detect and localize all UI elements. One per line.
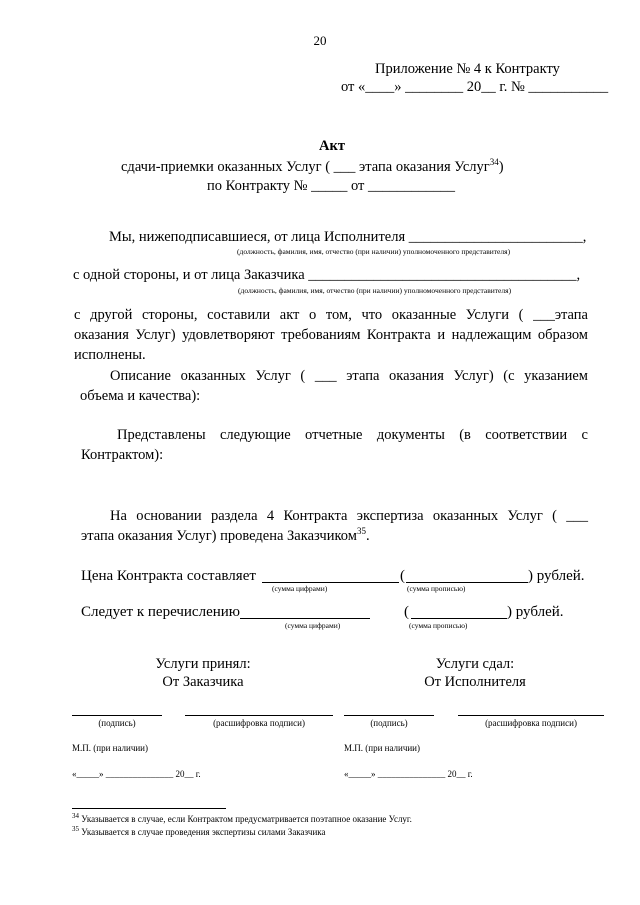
footnote-34-text: Указывается в случае, если Контрактом предусматривается поэтапное оказание Услуг. — [81, 814, 412, 824]
act-statement-line1: с другой стороны, составили акт о том, что оказанные Услуги ( ___этапа — [74, 307, 588, 323]
customer-sign-title: Услуги принял: — [155, 656, 251, 672]
subtitle-text: сдачи-приемки оказанных Услуг ( ___ этапа оказания Услуг — [121, 159, 490, 175]
act-statement-line3: исполнены. — [74, 347, 146, 363]
footnote-35-text: Указывается в случае проведения экспертизы силами Заказчика — [81, 827, 326, 837]
executor-signature-caption: (подпись) — [370, 718, 408, 728]
transfer-label: Следует к перечислению — [81, 604, 240, 620]
expertise-period: . — [365, 528, 370, 544]
expertise-line1: На основании раздела 4 Контракта экспертиза оказанных Услуг ( ___ — [110, 508, 588, 524]
contract-reference: по Контракту № _____ от ____________ — [207, 178, 456, 194]
customer-decode-caption: (расшифровка подписи) — [213, 718, 305, 728]
transfer-words-caption: (сумма прописью) — [409, 621, 468, 630]
footnote-ref-34: 34 — [489, 157, 499, 168]
executor-sign-date: «_____» _______________ 20__ г. — [344, 769, 473, 779]
customer-signature-line — [72, 715, 162, 716]
price-label: Цена Контракта составляет — [81, 568, 256, 584]
price-currency: ) рублей. — [528, 568, 585, 584]
price-words-caption: (сумма прописью) — [407, 584, 466, 593]
transfer-digits-caption: (сумма цифрами) — [285, 621, 341, 630]
footnote-separator — [72, 808, 226, 809]
customer-seal: М.П. (при наличии) — [72, 743, 148, 753]
customer-caption: (должность, фамилия, имя, отчество (при наличии) уполномоченного представителя) — [238, 286, 512, 295]
price-open-paren: ( — [400, 568, 405, 584]
documents-line1: Представлены следующие отчетные документы (в соответствии с — [117, 427, 588, 443]
customer-sign-date: «_____» _______________ 20__ г. — [72, 769, 201, 779]
executor-seal: М.П. (при наличии) — [344, 743, 420, 753]
transfer-currency: ) рублей. — [507, 604, 564, 620]
footnote-35 — [72, 827, 326, 838]
footnote-ref-35: 35 — [356, 526, 366, 537]
executor-caption: (должность, фамилия, имя, отчество (при наличии) уполномоченного представителя) — [237, 247, 511, 256]
footnote-34-number: 34 — [72, 812, 79, 820]
document-subtitle — [121, 158, 504, 176]
appendix-label: Приложение № 4 к Контракту — [375, 61, 560, 77]
transfer-open-paren: ( — [404, 604, 409, 620]
executor-line: Мы, нижеподписавшиеся, от лица Исполнителя ________________________, — [109, 229, 587, 245]
customer-line: с одной стороны, и от лица Заказчика _____________________________________, — [73, 267, 581, 283]
executor-signature-line — [344, 715, 434, 716]
customer-sign-subtitle: От Заказчика — [162, 674, 244, 690]
footnote-35-number: 35 — [72, 825, 79, 833]
transfer-digits-field — [240, 618, 370, 619]
executor-decode-caption: (расшифровка подписи) — [485, 718, 577, 728]
footnote-34 — [72, 814, 412, 825]
expertise-text: этапа оказания Услуг) проведена Заказчиком — [81, 528, 357, 544]
appendix-date-line: от «____» ________ 20__ г. № ___________ — [341, 79, 609, 95]
executor-sign-title: Услуги сдал: — [435, 656, 515, 672]
executor-decode-line — [458, 715, 604, 716]
document-title: Акт — [319, 138, 345, 154]
description-line2: объема и качества): — [80, 388, 201, 404]
expertise-line2 — [81, 527, 370, 545]
page-number: 20 — [313, 33, 327, 48]
transfer-words-field — [411, 618, 507, 619]
customer-decode-line — [185, 715, 333, 716]
documents-line2: Контрактом): — [81, 447, 164, 463]
act-statement-line2: оказания Услуг) удовлетворяют требованиям Контракта и надлежащим образом — [74, 327, 588, 343]
price-words-field — [406, 582, 528, 583]
description-line1: Описание оказанных Услуг ( ___ этапа оказания Услуг) (с указанием — [110, 368, 588, 384]
subtitle-close: ) — [498, 159, 504, 175]
price-digits-caption: (сумма цифрами) — [272, 584, 328, 593]
customer-signature-caption: (подпись) — [98, 718, 136, 728]
price-digits-field — [262, 582, 399, 583]
executor-sign-subtitle: От Исполнителя — [424, 674, 526, 690]
